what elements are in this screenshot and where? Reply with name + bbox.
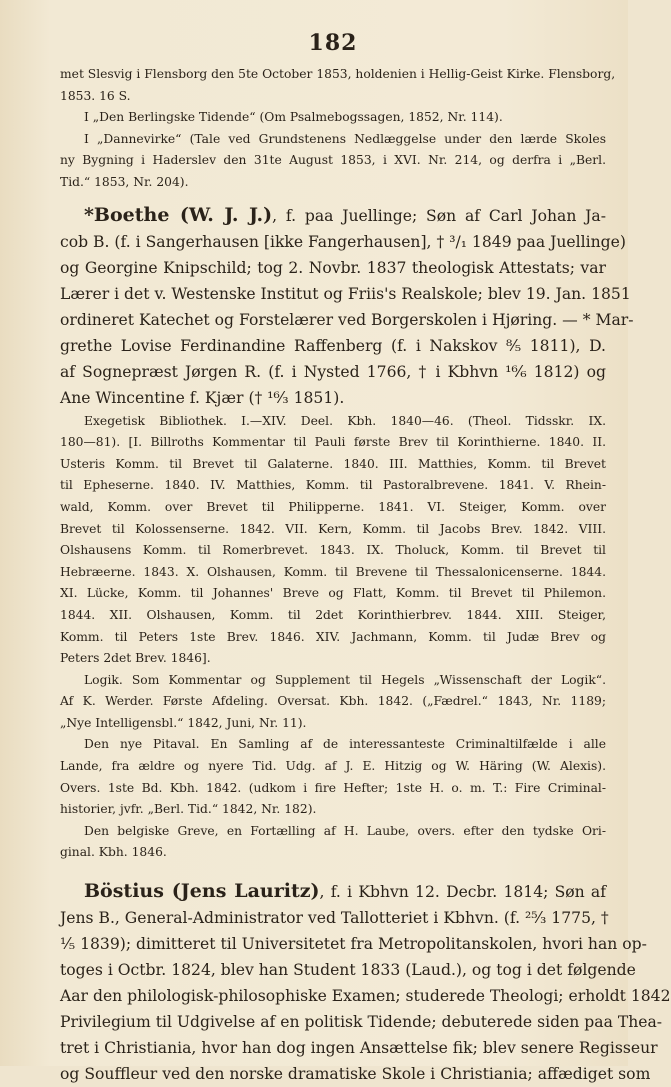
text-line: Olshausens Komm. til Romerbrevet. 1843. IX. Tholuck, Komm. til Brevet til [60,543,606,558]
text-line: ¹⁄₅ 1839); dimitteret til Universitetet fra Metropolitanskolen, hvori han op- [60,935,647,954]
text-line: Ane Wincentine f. Kjær († ¹⁶⁄₃ 1851). [60,388,345,407]
text-line: 1844. XII. Olshausen, Komm. til 2det Korinthierbrev. 1844. XIII. Steiger, [60,607,606,622]
text-line: 1853. 16 S. [60,88,131,103]
text-line: XI. Lücke, Komm. til Johannes' Breve og Flatt, Komm. til Brevet til Philemon. [60,586,606,601]
text-line: ginal. Kbh. 1846. [60,845,167,860]
text-line: og Georgine Knipschild; tog 2. Novbr. 1837 theologisk Attestats; var [60,258,606,277]
text-line [60,878,606,905]
text-line: Brevet til Kolossenserne. 1842. VII. Kern, Komm. til Jacobs Brev. 1842. VIII. [60,521,606,536]
text-line: Lande, fra ældre og nyere Tid. Udg. af J. E. Hitzig og W. Häring (W. Alexis). [60,759,606,774]
text-line: Aar den philologisk-philosophiske Examen; studerede Theologi; erholdt 1842 [60,987,671,1006]
text-line: Privilegium til Udgivelse af en politisk Tidende; debuterede siden paa Thea- [60,1013,663,1032]
text-line: I „Dannevirke“ (Tale ved Grundstenens Nedlæggelse under den lærde Skoles [84,131,606,146]
text-line: Lærer i det v. Westenske Institut og Friis's Realskole; blev 19. Jan. 1851 [60,284,631,303]
text-line: ordineret Katechet og Forstelærer ved Borgerskolen i Hjøring. — * Mar- [60,310,634,329]
entry-logik [60,670,606,735]
text-line: Den belgiske Greve, en Fortælling af H. Laube, overs. efter den tydske Ori- [84,823,606,838]
text-line: Overs. 1ste Bd. Kbh. 1842. (udkom i fire Hefter; 1ste H. o. m. T.: Fire Criminal- [60,780,606,795]
text-line: Logik. Som Kommentar og Supplement til Hegels „Wissenschaft der Logik“. [84,672,606,687]
text-line: I „Den Berlingske Tidende“ (Om Psalmebogssagen, 1852, Nr. 114). [84,110,503,125]
entry-exegetisk [60,411,606,670]
entry-heading: *Boethe (W. J. J.) [84,203,273,226]
spacer [60,864,606,878]
text-line: met Slesvig i Flensborg den 5te October 1853, holdenien i Hellig-Geist Kirke. Flensborg, [60,67,616,81]
text-line: tret i Christiania, hvor han dog ingen Ansættelse fik; blev senere Regisseur [60,1039,658,1058]
text-line: Exegetisk Bibliothek. I.—XIV. Deel. Kbh. 1840—46. (Theol. Tidsskr. IX. [84,413,606,428]
text-line: til Epheserne. 1840. IV. Matthies, Komm. til Pastoralbrevene. 1841. V. Rhein- [60,478,606,493]
text-line: Hebræerne. 1843. X. Olshausen, Komm. til Brevene til Thessalonicenserne. 1844. [60,564,606,579]
entry-berlingske [60,107,606,129]
text-line: Af K. Werder. Første Afdeling. Oversat. Kbh. 1842. („Fædrel.“ 1843, Nr. 1189; [60,694,606,709]
text-line: Usteris Komm. til Brevet til Galaterne. 1840. III. Matthies, Komm. til Brevet [60,456,606,471]
entry-pitaval [60,734,606,820]
text-line: historier, jvfr. „Berl. Tid.“ 1842, Nr. 182). [60,802,317,817]
text-line: Peters 2det Brev. 1846]. [60,651,211,666]
entry-dannevirke [60,129,606,194]
text-line: af Sognepræst Jørgen R. (f. i Nysted 1766, † i Kbhvn ¹⁶⁄₆ 1812) og [60,362,606,381]
entry-bostius [60,878,671,1087]
text-line: og Souffleur ved den norske dramatiske Skole i Christiania; affædiget som [60,1065,651,1084]
text-line: Den nye Pitaval. En Samling af de interessanteste Criminaltilfælde i alle [84,737,606,752]
entry-heading-rest: , f. paa Juellinge; Søn af Carl Johan Ja- [272,206,606,225]
text-line: wald, Komm. over Brevet til Philipperne. 1841. VI. Steiger, Komm. over [60,499,606,514]
text-line: ny Bygning i Haderslev den 31te August 1853, i XVI. Nr. 214, og derfra i „Berl. [60,153,606,168]
text-line: grethe Lovise Ferdinandine Raffenberg (f. i Nakskov ⁸⁄₅ 1811), D. [60,336,606,355]
text-line: „Nye Intelligensbl.“ 1842, Juni, Nr. 11). [60,715,307,730]
spacer [60,194,606,202]
entry-slesvig [60,64,616,107]
page-number: 182 [308,30,358,56]
text-line [60,202,606,229]
text-line: Komm. til Peters 1ste Brev. 1846. XIV. Jachmann, Komm. til Judæ Brev og [60,629,606,644]
text-line: Tid.“ 1853, Nr. 204). [60,174,189,189]
text-line: cob B. (f. i Sangerhausen [ikke Fangerhausen], † ³/₁ 1849 paa Juellinge) [60,232,626,251]
entry-greve [60,821,606,864]
text-line: toges i Octbr. 1824, blev han Student 1833 (Laud.), og tog i det følgende [60,961,636,980]
entry-heading-rest: , f. i Kbhvn 12. Decbr. 1814; Søn af [319,883,606,902]
entry-heading: Böstius (Jens Lauritz) [84,880,320,903]
entry-boethe [60,202,634,411]
text-line: 180—81). [I. Billroths Kommentar til Pauli første Brev til Korinthierne. 1840. II. [60,435,606,450]
text-line: Jens B., General-Administrator ved Tallotteriet i Kbhvn. (f. ²⁵⁄₃ 1775, † [60,909,609,928]
